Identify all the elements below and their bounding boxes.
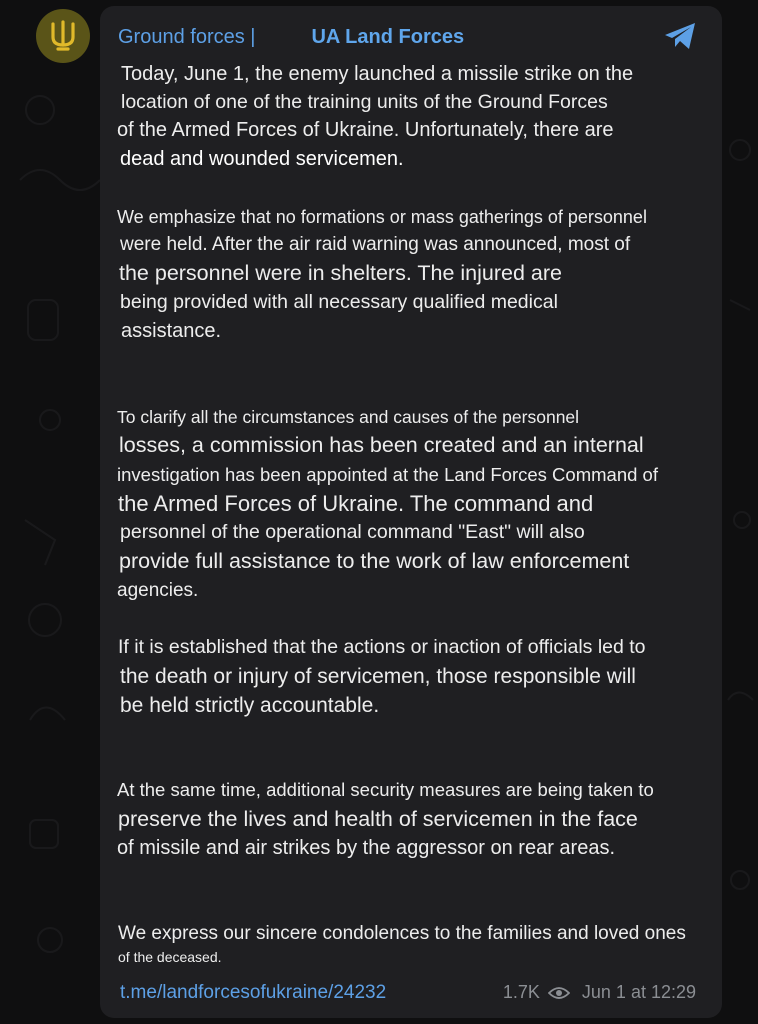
text-line: We emphasize that no formations or mass gatherings of personnel	[117, 207, 647, 227]
text-line: of missile and air strikes by the aggressor on rear areas.	[117, 837, 615, 859]
views-count: 1.7K	[502, 982, 540, 1002]
text-line: location of one of the training units of the Ground Forces	[121, 91, 608, 113]
text-line: investigation has been appointed at the Land Forces Command of	[117, 464, 658, 485]
text-line: were held. After the air raid warning was announced, most of	[120, 234, 631, 255]
message-timestamp: Jun 1 at 12:29	[581, 982, 696, 1002]
text-line: We express our sincere condolences to the families and loved ones	[118, 923, 686, 944]
text-line: dead and wounded servicemen.	[120, 148, 404, 170]
eye-icon	[548, 986, 570, 1000]
message-meta	[503, 982, 696, 1003]
text-line: At the same time, additional security measures are being taken to	[117, 779, 654, 800]
channel-title[interactable]: UA Land Forces	[311, 25, 465, 48]
text-line: To clarify all the circumstances and causes of the personnel	[117, 407, 580, 427]
text-line: being provided with all necessary qualified medical	[120, 291, 558, 313]
ukraine-trident-icon	[48, 19, 78, 53]
message-paragraph-1	[117, 60, 633, 174]
message-paragraph-6	[117, 921, 686, 967]
message-paragraph-5	[117, 776, 654, 863]
text-line: of the deceased.	[118, 949, 222, 965]
text-line: of the Armed Forces of Ukraine. Unfortunately, there are	[117, 119, 614, 141]
message-header	[118, 22, 464, 52]
channel-name[interactable]: Ground forces |	[118, 25, 256, 48]
message-paragraph-2	[117, 203, 647, 345]
text-line: be held strictly accountable.	[120, 694, 380, 717]
text-line: preserve the lives and health of servicemen in the face	[118, 807, 638, 831]
text-line: Today, June 1, the enemy launched a missile strike on the	[121, 63, 634, 85]
text-line: agencies.	[117, 580, 199, 601]
text-line: If it is established that the actions or inaction of officials led to	[118, 636, 646, 658]
text-line: the Armed Forces of Ukraine. The command and	[118, 491, 594, 516]
telegram-plane-icon[interactable]	[662, 20, 698, 52]
message-link[interactable]: t.me/landforcesofukraine/24232	[120, 982, 387, 1003]
text-line: assistance.	[121, 320, 222, 342]
text-line: losses, a commission has been created and an internal	[119, 433, 644, 457]
message-paragraph-4	[117, 633, 646, 720]
text-line: provide full assistance to the work of law enforcement	[119, 549, 630, 573]
text-line: the death or injury of servicemen, those responsible will	[120, 665, 636, 688]
text-line: the personnel were in shelters. The injured are	[119, 261, 562, 285]
text-line: personnel of the operational command "East" will also	[120, 521, 585, 543]
channel-avatar[interactable]	[36, 9, 90, 63]
message-paragraph-3	[117, 404, 658, 605]
